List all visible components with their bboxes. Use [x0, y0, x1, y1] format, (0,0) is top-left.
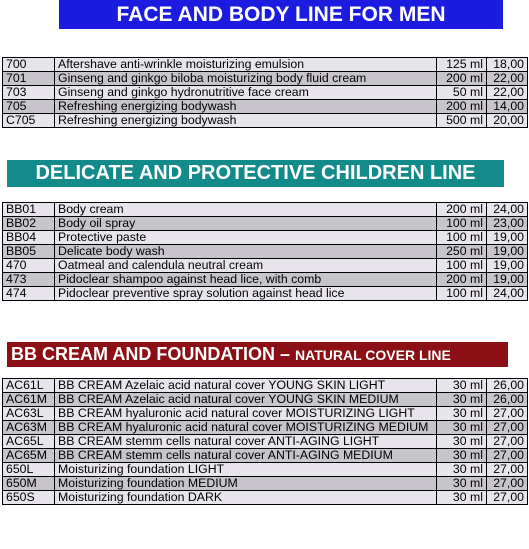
product-name: Protective paste: [55, 231, 437, 245]
product-volume: 200 ml: [437, 273, 487, 287]
product-code: 705: [3, 100, 55, 114]
product-volume: 50 ml: [437, 86, 487, 100]
product-name: Moisturizing foundation LIGHT: [55, 463, 437, 477]
product-code: C705: [3, 114, 55, 128]
product-row: [3, 393, 528, 407]
product-volume: 30 ml: [437, 435, 487, 449]
product-row: [3, 477, 528, 491]
product-code: 701: [3, 72, 55, 86]
product-code: BB05: [3, 245, 55, 259]
product-volume: 100 ml: [437, 217, 487, 231]
product-name: BB CREAM Azelaic acid natural cover YOUNG SKIN LIGHT: [55, 379, 437, 393]
product-price: 22,00: [487, 86, 528, 100]
product-volume: 200 ml: [437, 100, 487, 114]
product-name: Moisturizing foundation DARK: [55, 491, 437, 505]
product-volume: 200 ml: [437, 72, 487, 86]
product-row: [3, 287, 528, 301]
section-title-men: FACE AND BODY LINE FOR MEN: [59, 0, 503, 29]
product-volume: 100 ml: [437, 259, 487, 273]
product-code: 470: [3, 259, 55, 273]
product-row: [3, 114, 528, 128]
product-code: BB01: [3, 203, 55, 217]
product-price: 26,00: [487, 393, 528, 407]
product-code: AC63L: [3, 407, 55, 421]
product-code: 700: [3, 58, 55, 72]
product-volume: 30 ml: [437, 407, 487, 421]
product-price: 27,00: [487, 407, 528, 421]
product-table-bb-cream: [2, 378, 528, 505]
product-row: [3, 379, 528, 393]
product-volume: 250 ml: [437, 245, 487, 259]
product-price: 27,00: [487, 463, 528, 477]
product-price: 24,00: [487, 203, 528, 217]
product-price: 27,00: [487, 421, 528, 435]
section-title-bb-cream: [7, 342, 508, 367]
product-name: Ginseng and ginkgo hydronutritive face cream: [55, 86, 437, 100]
product-row: [3, 463, 528, 477]
product-price: 19,00: [487, 245, 528, 259]
product-name: Pidoclear shampoo against head lice, with comb: [55, 273, 437, 287]
product-name: Oatmeal and calendula neutral cream: [55, 259, 437, 273]
product-price: 24,00: [487, 287, 528, 301]
product-code: AC61M: [3, 393, 55, 407]
product-code: 474: [3, 287, 55, 301]
product-name: Delicate body wash: [55, 245, 437, 259]
product-name: BB CREAM stemm cells natural cover ANTI-AGING MEDIUM: [55, 449, 437, 463]
product-row: [3, 58, 528, 72]
section-title-bb-sub: NATURAL COVER LINE: [295, 346, 451, 363]
product-name: BB CREAM hyaluronic acid natural cover MOISTURIZING LIGHT: [55, 407, 437, 421]
section-title-bb-main: BB CREAM AND FOUNDATION –: [11, 344, 290, 364]
product-volume: 30 ml: [437, 491, 487, 505]
product-code: 473: [3, 273, 55, 287]
product-row: [3, 421, 528, 435]
product-code: 650L: [3, 463, 55, 477]
product-name: Ginseng and ginkgo biloba moisturizing body fluid cream: [55, 72, 437, 86]
product-code: 650S: [3, 491, 55, 505]
product-name: Body cream: [55, 203, 437, 217]
product-volume: 30 ml: [437, 393, 487, 407]
product-code: AC61L: [3, 379, 55, 393]
product-row: [3, 435, 528, 449]
product-volume: 30 ml: [437, 449, 487, 463]
product-code: AC63M: [3, 421, 55, 435]
product-name: BB CREAM Azelaic acid natural cover YOUNG SKIN MEDIUM: [55, 393, 437, 407]
product-price: 22,00: [487, 72, 528, 86]
product-name: Aftershave anti-wrinkle moisturizing emulsion: [55, 58, 437, 72]
product-price: 14,00: [487, 100, 528, 114]
product-volume: 30 ml: [437, 463, 487, 477]
product-name: BB CREAM hyaluronic acid natural cover MOISTURIZING MEDIUM: [55, 421, 437, 435]
product-name: BB CREAM stemm cells natural cover ANTI-AGING LIGHT: [55, 435, 437, 449]
product-price: 19,00: [487, 259, 528, 273]
product-price: 19,00: [487, 231, 528, 245]
product-price: 18,00: [487, 58, 528, 72]
product-row: [3, 231, 528, 245]
product-name: Moisturizing foundation MEDIUM: [55, 477, 437, 491]
product-code: 703: [3, 86, 55, 100]
product-volume: 500 ml: [437, 114, 487, 128]
product-code: BB04: [3, 231, 55, 245]
product-price: 27,00: [487, 435, 528, 449]
product-price: 27,00: [487, 491, 528, 505]
product-row: [3, 217, 528, 231]
product-row: [3, 407, 528, 421]
product-price: 23,00: [487, 217, 528, 231]
section-title-children: DELICATE AND PROTECTIVE CHILDREN LINE: [7, 160, 504, 187]
product-table-men: [2, 57, 528, 128]
product-code: AC65L: [3, 435, 55, 449]
product-table-children: [2, 202, 528, 301]
product-row: [3, 86, 528, 100]
product-code: AC65M: [3, 449, 55, 463]
product-volume: 30 ml: [437, 421, 487, 435]
product-price: 26,00: [487, 379, 528, 393]
product-price: 27,00: [487, 449, 528, 463]
product-row: [3, 273, 528, 287]
product-volume: 200 ml: [437, 203, 487, 217]
product-name: Refreshing energizing bodywash: [55, 114, 437, 128]
product-price: 20,00: [487, 114, 528, 128]
product-row: [3, 203, 528, 217]
product-volume: 100 ml: [437, 287, 487, 301]
product-row: [3, 245, 528, 259]
product-code: BB02: [3, 217, 55, 231]
product-price: 19,00: [487, 273, 528, 287]
product-code: 650M: [3, 477, 55, 491]
product-name: Refreshing energizing bodywash: [55, 100, 437, 114]
product-row: [3, 449, 528, 463]
product-row: [3, 72, 528, 86]
product-row: [3, 491, 528, 505]
product-name: Body oil spray: [55, 217, 437, 231]
product-row: [3, 100, 528, 114]
product-row: [3, 259, 528, 273]
product-name: Pidoclear preventive spray solution against head lice: [55, 287, 437, 301]
product-volume: 30 ml: [437, 477, 487, 491]
product-volume: 30 ml: [437, 379, 487, 393]
product-volume: 125 ml: [437, 58, 487, 72]
product-volume: 100 ml: [437, 231, 487, 245]
product-price: 27,00: [487, 477, 528, 491]
